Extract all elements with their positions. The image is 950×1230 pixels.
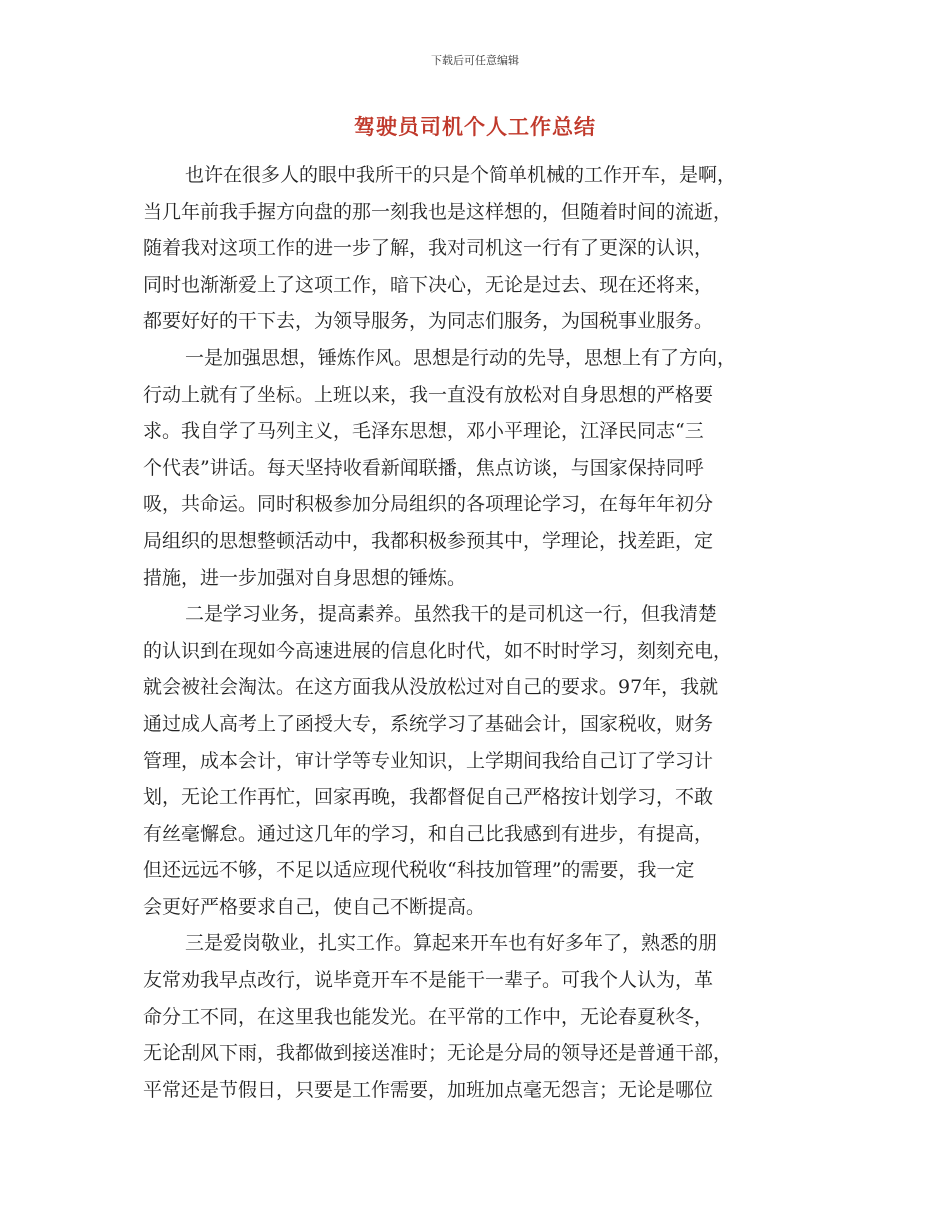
body-line: 行动上就有了坐标。上班以来，我一直没有放松对自身思想的严格要 [143,383,714,406]
document-body [143,157,813,1108]
body-line: 无论刮风下雨，我都做到接送准时；无论是分局的领导还是普通干部， [143,1042,733,1065]
body-line: 局组织的思想整顿活动中，我都积极参预其中，学理论，找差距，定 [143,529,714,552]
header-note: 下载后可任意编辑 [431,54,519,67]
body-line: 有丝毫懈怠。通过这几年的学习，和自己比我感到有进步，有提高， [143,822,714,845]
body-line: 管理，成本会计，审计学等专业知识，上学期间我给自己订了学习计 [143,749,714,772]
body-line: 当几年前我手握方向盘的那一刻我也是这样想的，但随着时间的流逝， [143,200,733,223]
body-line: 求。我自学了马列主义，毛泽东思想，邓小平理论，江泽民同志“三 [143,420,704,443]
document-title: 驾驶员司机个人工作总结 [354,115,596,139]
body-line: 都要好好的干下去，为领导服务，为同志们服务，为国税事业服务。 [143,310,714,333]
body-line: 会更好严格要求自己，使自己不断提高。 [143,895,486,918]
body-line: 的认识到在现如今高速进展的信息化时代，如不时时学习，刻刻充电， [143,639,733,662]
body-line: 措施，进一步加强对自身思想的锤炼。 [143,566,467,589]
body-line: 平常还是节假日，只要是工作需要，加班加点毫无怨言；无论是哪位 [143,1078,714,1101]
body-line: 三是爱岗敬业，扎实工作。算起来开车也有好多年了，熟悉的朋 [185,932,718,955]
body-line: 二是学习业务，提高素养。虽然我干的是司机这一行，但我清楚 [185,603,718,626]
body-line: 同时也渐渐爱上了这项工作，暗下决心，无论是过去、现在还将来， [143,273,714,296]
body-line: 通过成人高考上了函授大专，系统学习了基础会计，国家税收，财务 [143,712,714,735]
body-line: 吸，共命运。同时积极参加分局组织的各项理论学习，在每年年初分 [143,493,714,516]
body-line: 就会被社会淘汰。在这方面我从没放松过对自己的要求。97年，我就 [143,676,719,699]
body-line: 划，无论工作再忙，回家再晚，我都督促自己严格按计划学习，不敢 [143,786,714,809]
body-line: 命分工不同，在这里我也能发光。在平常的工作中，无论春夏秋冬， [143,1005,714,1028]
body-line: 友常劝我早点改行，说毕竟开车不是能干一辈子。可我个人认为，革 [143,969,714,992]
body-line: 个代表”讲话。每天坚持收看新闻联播，焦点访谈，与国家保持同呼 [143,456,704,479]
body-line: 随着我对这项工作的进一步了解，我对司机这一行有了更深的认识， [143,237,714,260]
body-line: 但还远远不够，不足以适应现代税收“科技加管理”的需要，我一定 [143,859,695,882]
body-line: 一是加强思想，锤炼作风。思想是行动的先导，思想上有了方向， [185,346,737,369]
body-line: 也许在很多人的眼中我所干的只是个简单机械的工作开车，是啊， [185,164,737,186]
